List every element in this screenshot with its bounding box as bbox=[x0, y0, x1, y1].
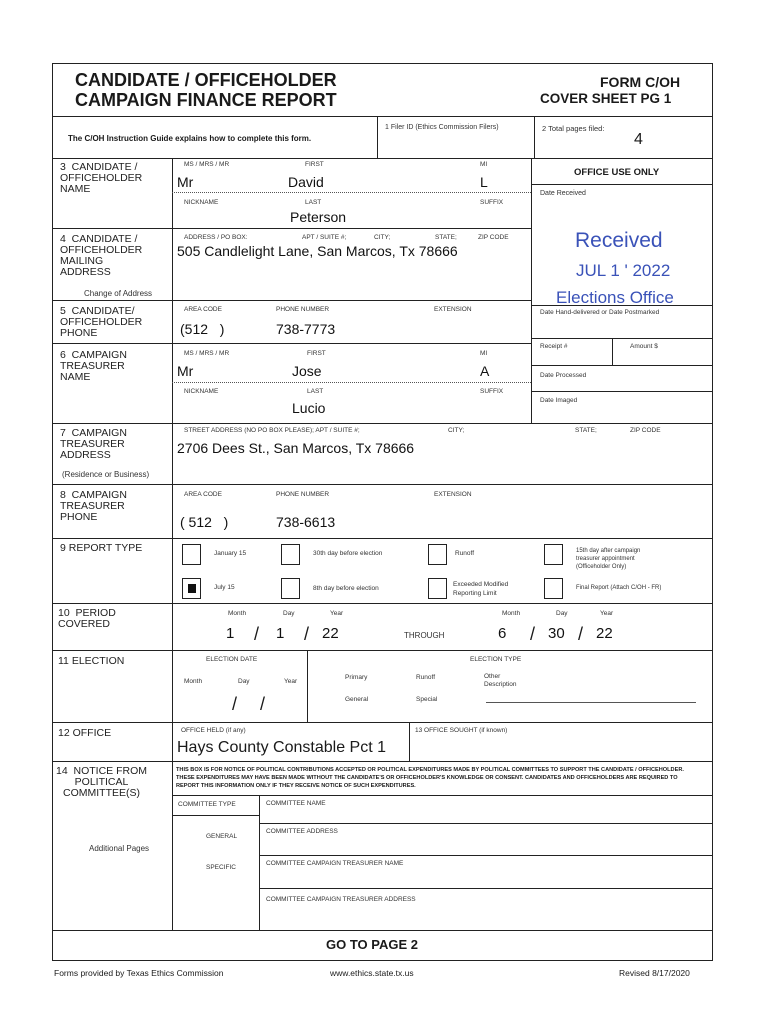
exceeded-checkbox[interactable] bbox=[428, 578, 447, 599]
total-pages-value: 4 bbox=[634, 131, 643, 148]
form-title-line1: CANDIDATE / OFFICEHOLDER bbox=[75, 70, 337, 90]
form-frame bbox=[52, 63, 713, 961]
jul15-checkmark bbox=[188, 584, 196, 593]
section-5-label: 5 CANDIDATE/ OFFICEHOLDER PHONE bbox=[60, 305, 143, 339]
s5-phone-label: PHONE NUMBER bbox=[276, 306, 330, 313]
s14-general: GENERAL bbox=[206, 833, 238, 840]
s11-year-label: Year bbox=[284, 678, 298, 685]
s11-type-label: ELECTION TYPE bbox=[470, 656, 522, 663]
jan15-label: January 15 bbox=[214, 550, 247, 557]
s7-address-value: 2706 Dees St., San Marcos, Tx 78666 bbox=[177, 440, 415, 456]
s14-notice-text: THIS BOX IS FOR NOTICE OF POLITICAL CONTRIBUTIONS ACCEPTED OR POLITICAL EXPENDITURES MADE BY POLITICAL COMMITTEES TO SUPPORT THE CANDIDATE / OFFICEHOLDER. THESE EXPENDITURES MAY HAVE BEEN MADE WITHOUT THE CANDIDATE'S OR OFFICEHOLDER'S KNOWLEDGE OR CONSENT. CANDIDATES AND OFFICEHOLDERS ARE REQUIRED TO REPORT THIS INFORMATION ONLY IF THEY RECEIVE NOTICE OF SUCH EXPENDITURES. bbox=[176, 767, 684, 789]
s8-area-code-value: ( 512 ) bbox=[180, 514, 229, 530]
s3-prefix-label: MS / MRS / MR bbox=[184, 161, 230, 168]
s10-to-year: 22 bbox=[596, 625, 613, 642]
s6-first-label: FIRST bbox=[307, 350, 326, 357]
s3-last-label: LAST bbox=[305, 199, 322, 206]
s10-slash-1: / bbox=[254, 624, 260, 644]
s7-residence-label: (Residence or Business) bbox=[62, 470, 150, 479]
final-label: Final Report (Attach C/OH - FR) bbox=[576, 585, 662, 591]
s4-address-value: 505 Candlelight Lane, San Marcos, Tx 78666 bbox=[177, 243, 458, 259]
s6-nickname-label: NICKNAME bbox=[184, 388, 219, 395]
s11-day-label: Day bbox=[238, 678, 250, 685]
s5-area-code-label: AREA CODE bbox=[184, 306, 222, 313]
s3-prefix-value: Mr bbox=[177, 174, 194, 190]
section-8-label: 8 CAMPAIGN TREASURER PHONE bbox=[60, 489, 127, 523]
s10-from-day: 1 bbox=[276, 625, 285, 642]
s10-from-day-label: Day bbox=[283, 610, 295, 617]
s14-treasurer-name: COMMITTEE CAMPAIGN TREASURER NAME bbox=[266, 860, 404, 867]
s11-date-label: ELECTION DATE bbox=[206, 656, 258, 663]
office-use-title: OFFICE USE ONLY bbox=[574, 167, 660, 178]
s10-to-month: 6 bbox=[498, 625, 507, 642]
form-id: FORM C/OH bbox=[600, 74, 681, 90]
date-processed-label: Date Processed bbox=[540, 372, 587, 379]
total-pages-label: 2 Total pages filed: bbox=[542, 124, 605, 133]
section-6-label: 6 CAMPAIGN TREASURER NAME bbox=[60, 349, 127, 383]
s6-mi-label: MI bbox=[480, 350, 488, 357]
s4-address-label: ADDRESS / PO BOX: bbox=[184, 234, 248, 241]
s6-suffix-label: SUFFIX bbox=[480, 388, 504, 395]
s3-last-value: Peterson bbox=[290, 209, 347, 225]
s6-mi-value: A bbox=[480, 363, 490, 379]
s7-zip-label: ZIP CODE bbox=[630, 427, 661, 434]
go-to-page-2: GO TO PAGE 2 bbox=[326, 937, 418, 952]
s3-nickname-label: NICKNAME bbox=[184, 199, 219, 206]
s8-phone-label: PHONE NUMBER bbox=[276, 491, 330, 498]
received-stamp-line3: Elections Office bbox=[556, 288, 674, 307]
form-title-line2: CAMPAIGN FINANCE REPORT bbox=[75, 90, 337, 110]
day8-checkbox[interactable] bbox=[281, 578, 300, 599]
s10-to-day-label: Day bbox=[556, 610, 568, 617]
s10-slash-3: / bbox=[530, 624, 536, 644]
s14-additional-pages: Additional Pages bbox=[89, 844, 150, 853]
s6-last-label: LAST bbox=[307, 388, 324, 395]
s11-runoff: Runoff bbox=[416, 674, 436, 681]
s14-committee-name: COMMITTEE NAME bbox=[266, 800, 326, 807]
s10-slash-4: / bbox=[578, 624, 584, 644]
jan15-checkbox[interactable] bbox=[182, 544, 201, 565]
section-12-label: 12 OFFICE bbox=[58, 727, 112, 739]
received-stamp-line1: Received bbox=[575, 229, 663, 252]
s6-last-value: Lucio bbox=[292, 400, 326, 416]
s3-suffix-label: SUFFIX bbox=[480, 199, 504, 206]
runoff-label: Runoff bbox=[455, 550, 475, 557]
jul15-checkbox[interactable] bbox=[182, 578, 201, 599]
s7-street-label: STREET ADDRESS (NO PO BOX PLEASE); APT / SUITE #; bbox=[184, 427, 360, 434]
section-3-label: 3 CANDIDATE / OFFICEHOLDER NAME bbox=[60, 161, 143, 195]
s11-general: General bbox=[345, 696, 369, 703]
s11-month-label: Month bbox=[184, 678, 203, 685]
s6-first-value: Jose bbox=[292, 363, 322, 379]
date-received-label: Date Received bbox=[540, 190, 586, 197]
s8-area-code-label: AREA CODE bbox=[184, 491, 222, 498]
s10-to-day: 30 bbox=[548, 625, 565, 642]
cover-sheet-label: COVER SHEET PG 1 bbox=[540, 91, 672, 106]
s4-zip-label: ZIP CODE bbox=[478, 234, 509, 241]
s7-city-label: CITY; bbox=[448, 427, 465, 434]
s5-phone-value: 738-7773 bbox=[276, 321, 336, 337]
section-9-label: 9 REPORT TYPE bbox=[60, 542, 143, 554]
s4-apt-label: APT / SUITE #; bbox=[302, 234, 347, 241]
footer-website: www.ethics.state.tx.us bbox=[330, 968, 414, 978]
s3-mi-value: L bbox=[480, 174, 488, 190]
s5-area-code-value: (512 ) bbox=[180, 321, 225, 337]
day15-checkbox[interactable] bbox=[544, 544, 563, 565]
final-checkbox[interactable] bbox=[544, 578, 563, 599]
s13-sought-label: 13 OFFICE SOUGHT (if known) bbox=[415, 727, 508, 734]
s10-from-year: 22 bbox=[322, 625, 339, 642]
s6-prefix-value: Mr bbox=[177, 363, 194, 379]
s10-to-year-label: Year bbox=[600, 610, 614, 617]
day30-checkbox[interactable] bbox=[281, 544, 300, 565]
s6-prefix-label: MS / MRS / MR bbox=[184, 350, 230, 357]
jul15-label: July 15 bbox=[214, 584, 235, 591]
day8-label: 8th day before election bbox=[313, 585, 379, 592]
s14-committee-address: COMMITTEE ADDRESS bbox=[266, 828, 338, 835]
s10-from-year-label: Year bbox=[330, 610, 344, 617]
s3-first-label: FIRST bbox=[305, 161, 324, 168]
s11-slash-2: / bbox=[260, 694, 266, 714]
date-imaged-label: Date Imaged bbox=[540, 397, 578, 404]
s14-specific: SPECIFIC bbox=[206, 864, 236, 871]
s4-change-label: Change of Address bbox=[84, 289, 153, 298]
section-11-label: 11 ELECTION bbox=[58, 655, 125, 667]
s3-first-value: David bbox=[288, 174, 324, 190]
section-10-label: 10 PERIOD COVERED bbox=[58, 607, 116, 630]
section-14-label: 14 NOTICE FROM POLITICAL COMMITTEE(S) bbox=[56, 765, 148, 799]
filer-id-label: 1 Filer ID (Ethics Commission Filers) bbox=[385, 124, 499, 131]
amount-label: Amount $ bbox=[630, 343, 658, 350]
receipt-label: Receipt # bbox=[540, 343, 568, 350]
received-stamp-line2: JUL 1 ' 2022 bbox=[576, 261, 671, 280]
s7-state-label: STATE; bbox=[575, 427, 597, 434]
s10-through: THROUGH bbox=[404, 631, 445, 640]
s11-special: Special bbox=[416, 696, 438, 703]
s11-primary: Primary bbox=[345, 674, 368, 681]
s14-committee-type: COMMITTEE TYPE bbox=[178, 801, 236, 808]
day30-label: 30th day before election bbox=[313, 550, 383, 557]
section-7-label: 7 CAMPAIGN TREASURER ADDRESS bbox=[60, 427, 127, 461]
s10-from-month: 1 bbox=[226, 625, 235, 642]
s8-ext-label: EXTENSION bbox=[434, 491, 472, 498]
hand-delivered-label: Date Hand-delivered or Date Postmarked bbox=[540, 309, 660, 316]
s11-other: Other Description bbox=[484, 673, 517, 688]
s4-state-label: STATE; bbox=[435, 234, 457, 241]
runoff-checkbox[interactable] bbox=[428, 544, 447, 565]
s11-slash-1: / bbox=[232, 694, 238, 714]
footer-revised: Revised 8/17/2020 bbox=[619, 968, 690, 978]
s12-held-label: OFFICE HELD (if any) bbox=[181, 727, 246, 734]
section-4-label: 4 CANDIDATE / OFFICEHOLDER MAILING ADDRESS bbox=[60, 233, 143, 278]
s3-mi-label: MI bbox=[480, 161, 488, 168]
s10-slash-2: / bbox=[304, 624, 310, 644]
day15-label: 15th day after campaign treasurer appointment (Officeholder Only) bbox=[576, 548, 641, 570]
s10-from-month-label: Month bbox=[228, 610, 247, 617]
s10-to-month-label: Month bbox=[502, 610, 521, 617]
s12-held-value: Hays County Constable Pct 1 bbox=[177, 739, 386, 756]
exceeded-label: Exceeded Modified Reporting Limit bbox=[453, 581, 509, 597]
s8-phone-value: 738-6613 bbox=[276, 514, 336, 530]
s14-treasurer-address: COMMITTEE CAMPAIGN TREASURER ADDRESS bbox=[266, 896, 416, 903]
footer-provided-by: Forms provided by Texas Ethics Commission bbox=[54, 968, 224, 978]
instruction-note: The C/OH Instruction Guide explains how to complete this form. bbox=[68, 134, 312, 143]
s4-city-label: CITY; bbox=[374, 234, 391, 241]
s5-ext-label: EXTENSION bbox=[434, 306, 472, 313]
